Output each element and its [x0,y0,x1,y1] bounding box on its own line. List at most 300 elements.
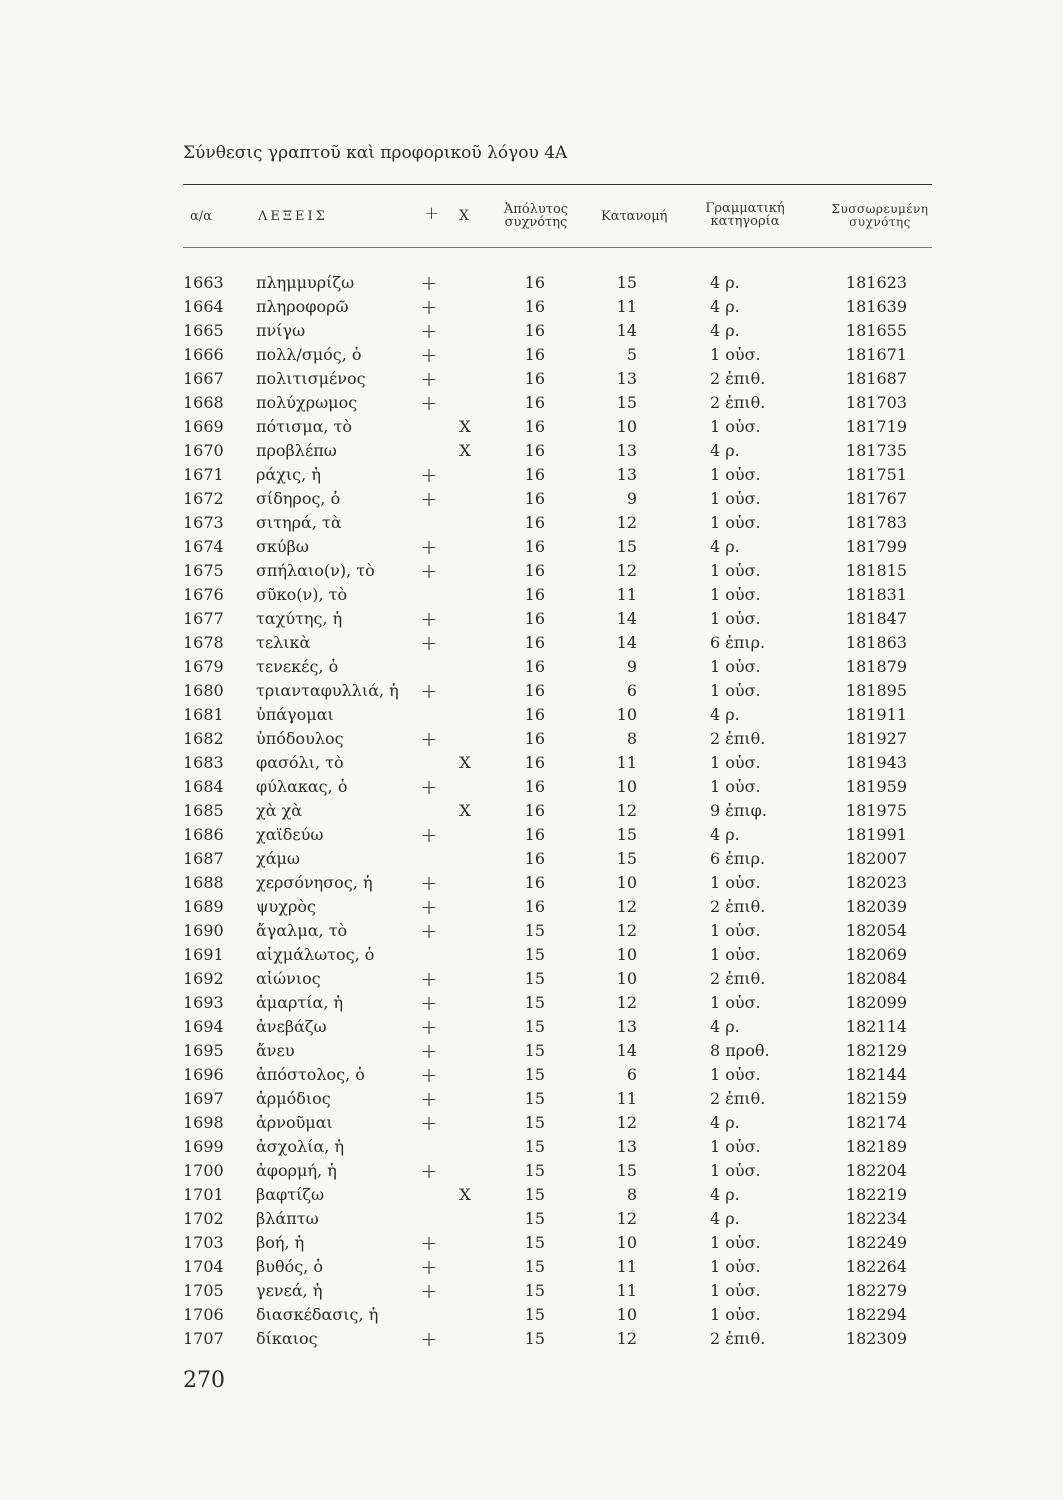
x-mark: Χ [459,753,471,772]
word: ἄγαλμα, τὸ [256,921,348,940]
absolute-frequency: 15 [524,969,545,988]
plus-mark: + [420,1063,438,1087]
entry-number: 1702 [183,1209,224,1228]
table-row [0,1183,1063,1207]
cumulative-frequency: 182174 [845,1113,907,1132]
entry-number: 1703 [183,1233,224,1252]
cumulative-frequency: 181655 [845,321,907,340]
entry-number: 1689 [183,897,224,916]
cumulative-frequency: 181831 [845,585,907,604]
distribution: 15 [616,849,637,868]
distribution: 15 [616,825,637,844]
absolute-frequency: 16 [524,321,545,340]
word: τενεκές, ὁ [256,657,339,676]
grammatical-category: 4 ρ. [710,705,740,724]
distribution: 12 [616,1329,637,1348]
table-row [0,319,1063,343]
absolute-frequency: 16 [524,345,545,364]
plus-mark: + [420,487,438,511]
entry-number: 1669 [183,417,224,436]
table-row [0,895,1063,919]
absolute-frequency: 16 [524,729,545,748]
word: σκύβω [256,537,309,556]
entry-number: 1695 [183,1041,224,1060]
absolute-frequency: 16 [524,873,545,892]
distribution: 13 [616,1137,637,1156]
entry-number: 1699 [183,1137,224,1156]
grammatical-category: 8 προθ. [710,1041,770,1060]
plus-mark: + [420,1015,438,1039]
entry-number: 1698 [183,1113,224,1132]
word: βλάπτω [256,1209,319,1228]
grammatical-category: 4 ρ. [710,1185,740,1204]
word: ψυχρὸς [256,897,316,916]
plus-mark: + [420,1231,438,1255]
distribution: 15 [616,1161,637,1180]
cumulative-frequency: 181815 [845,561,907,580]
table-row [0,295,1063,319]
cumulative-frequency: 182249 [845,1233,907,1252]
table-row [0,991,1063,1015]
cumulative-frequency: 181735 [845,441,907,460]
table-row [0,1159,1063,1183]
column-header-cumulative-frequency-line1: Συσσωρευμένη [831,202,929,216]
entry-number: 1697 [183,1089,224,1108]
word: σπήλαιο(ν), τὸ [256,561,375,580]
cumulative-frequency: 181927 [845,729,907,748]
distribution: 12 [616,1113,637,1132]
distribution: 6 [626,1065,637,1084]
plus-mark: + [420,1039,438,1063]
plus-mark: + [420,343,438,367]
grammatical-category: 4 ρ. [710,273,740,292]
absolute-frequency: 15 [524,1233,545,1252]
absolute-frequency: 16 [524,801,545,820]
table-row [0,1087,1063,1111]
absolute-frequency: 15 [524,1185,545,1204]
page-title: Σύνθεσις γραπτοῦ καὶ προφορικοῦ λόγου 4Α [183,143,568,163]
distribution: 8 [626,729,637,748]
entry-number: 1679 [183,657,224,676]
table-row [0,799,1063,823]
word: βαφτίζω [256,1185,325,1204]
entry-number: 1672 [183,489,224,508]
table-row [0,559,1063,583]
grammatical-category: 1 οὐσ. [710,753,761,772]
word: ράχις, ἡ [256,465,321,484]
entry-number: 1680 [183,681,224,700]
word: ἀσχολία, ἡ [256,1137,345,1156]
column-header-grammatical-category [697,202,793,228]
cumulative-frequency: 181751 [845,465,907,484]
grammatical-category: 4 ρ. [710,1209,740,1228]
absolute-frequency: 15 [524,1281,545,1300]
plus-mark: + [420,535,438,559]
word: τελικὰ [256,633,311,652]
plus-mark: + [420,679,438,703]
distribution: 13 [616,465,637,484]
column-header-plus: + [424,203,440,224]
entry-number: 1686 [183,825,224,844]
distribution: 12 [616,561,637,580]
word: σιτηρά, τὰ [256,513,342,532]
absolute-frequency: 15 [524,945,545,964]
entry-number: 1701 [183,1185,224,1204]
table-row [0,1327,1063,1351]
absolute-frequency: 16 [524,465,545,484]
plus-mark: + [420,727,438,751]
cumulative-frequency: 182189 [845,1137,907,1156]
cumulative-frequency: 182144 [845,1065,907,1084]
absolute-frequency: 16 [524,489,545,508]
plus-mark: + [420,919,438,943]
column-header-cumulative-frequency-line2: συχνότης [849,215,911,229]
table-row [0,439,1063,463]
grammatical-category: 2 ἐπιθ. [710,369,766,388]
absolute-frequency: 16 [524,705,545,724]
absolute-frequency: 15 [524,1089,545,1108]
cumulative-frequency: 181671 [845,345,907,364]
cumulative-frequency: 181799 [845,537,907,556]
grammatical-category: 9 ἐπιφ. [710,801,767,820]
word: δίκαιος [256,1329,318,1348]
word: χὰ χὰ [256,801,303,820]
distribution: 9 [626,489,637,508]
absolute-frequency: 16 [524,585,545,604]
header-top-rule [183,184,932,185]
word: πνίγω [256,321,306,340]
entry-number: 1664 [183,297,224,316]
table-row [0,775,1063,799]
word: χερσόνησος, ἡ [256,873,373,892]
word: βοή, ἡ [256,1233,305,1252]
table-row [0,1255,1063,1279]
table-row [0,751,1063,775]
word: προβλέπω [256,441,337,460]
distribution: 9 [626,657,637,676]
absolute-frequency: 15 [524,1065,545,1084]
table-row [0,511,1063,535]
word: φύλακας, ὁ [256,777,348,796]
absolute-frequency: 16 [524,417,545,436]
plus-mark: + [420,1159,438,1183]
cumulative-frequency: 182264 [845,1257,907,1276]
entry-number: 1693 [183,993,224,1012]
grammatical-category: 1 οὐσ. [710,945,761,964]
grammatical-category: 2 ἐπιθ. [710,969,766,988]
absolute-frequency: 16 [524,777,545,796]
cumulative-frequency: 182159 [845,1089,907,1108]
grammatical-category: 1 οὐσ. [710,465,761,484]
cumulative-frequency: 181719 [845,417,907,436]
table-row [0,607,1063,631]
entry-number: 1675 [183,561,224,580]
table-row [0,919,1063,943]
word: χάμω [256,849,300,868]
grammatical-category: 1 οὐσ. [710,609,761,628]
grammatical-category: 1 οὐσ. [710,417,761,436]
plus-mark: + [420,1327,438,1351]
plus-mark: + [420,1111,438,1135]
header-bottom-rule [183,247,932,248]
absolute-frequency: 16 [524,609,545,628]
entry-number: 1694 [183,1017,224,1036]
grammatical-category: 4 ρ. [710,297,740,316]
word: ταχύτης, ἡ [256,609,343,628]
distribution: 12 [616,1209,637,1228]
table-row [0,1207,1063,1231]
grammatical-category: 6 ἐπιρ. [710,633,766,652]
grammatical-category: 4 ρ. [710,537,740,556]
entry-number: 1691 [183,945,224,964]
distribution: 13 [616,1017,637,1036]
entry-number: 1684 [183,777,224,796]
absolute-frequency: 16 [524,537,545,556]
plus-mark: + [420,631,438,655]
cumulative-frequency: 181863 [845,633,907,652]
word: σῦκο(ν), τὸ [256,585,348,604]
table-row [0,535,1063,559]
table-row [0,847,1063,871]
distribution: 12 [616,897,637,916]
table-row [0,1135,1063,1159]
entry-number: 1667 [183,369,224,388]
cumulative-frequency: 181879 [845,657,907,676]
word: πότισμα, τὸ [256,417,353,436]
entry-number: 1706 [183,1305,224,1324]
grammatical-category: 2 ἐπιθ. [710,897,766,916]
absolute-frequency: 16 [524,825,545,844]
cumulative-frequency: 181703 [845,393,907,412]
distribution: 12 [616,993,637,1012]
grammatical-category: 4 ρ. [710,1017,740,1036]
word: ὑπόδουλος [256,729,344,748]
grammatical-category: 1 οὐσ. [710,1233,761,1252]
entry-number: 1700 [183,1161,224,1180]
plus-mark: + [420,607,438,631]
table-row [0,655,1063,679]
distribution: 10 [616,1233,637,1252]
entry-number: 1705 [183,1281,224,1300]
grammatical-category: 1 οὐσ. [710,1281,761,1300]
distribution: 15 [616,537,637,556]
cumulative-frequency: 182204 [845,1161,907,1180]
absolute-frequency: 16 [524,633,545,652]
cumulative-frequency: 182309 [845,1329,907,1348]
word: ἀνεβάζω [256,1017,327,1036]
plus-mark: + [420,391,438,415]
cumulative-frequency: 181895 [845,681,907,700]
table-row [0,463,1063,487]
entry-number: 1690 [183,921,224,940]
word: ἀρνοῦμαι [256,1113,333,1132]
grammatical-category: 2 ἐπιθ. [710,393,766,412]
entry-number: 1681 [183,705,224,724]
word: ὑπάγομαι [256,705,334,724]
plus-mark: + [420,367,438,391]
table-row [0,727,1063,751]
absolute-frequency: 16 [524,561,545,580]
cumulative-frequency: 181767 [845,489,907,508]
distribution: 12 [616,513,637,532]
absolute-frequency: 16 [524,849,545,868]
table-row [0,583,1063,607]
grammatical-category: 1 οὐσ. [710,993,761,1012]
entry-number: 1666 [183,345,224,364]
word: γενεά, ἡ [256,1281,323,1300]
table-row [0,703,1063,727]
grammatical-category: 4 ρ. [710,321,740,340]
x-mark: Χ [459,801,471,820]
entry-number: 1685 [183,801,224,820]
absolute-frequency: 15 [524,1305,545,1324]
table-row [0,1231,1063,1255]
table-row [0,1039,1063,1063]
grammatical-category: 1 οὐσ. [710,1137,761,1156]
grammatical-category: 2 ἐπιθ. [710,1329,766,1348]
cumulative-frequency: 182114 [845,1017,907,1036]
cumulative-frequency: 182023 [845,873,907,892]
cumulative-frequency: 182069 [845,945,907,964]
cumulative-frequency: 182279 [845,1281,907,1300]
absolute-frequency: 15 [524,1017,545,1036]
column-header-absolute-frequency-line2: συχνότης [504,215,568,230]
grammatical-category: 1 οὐσ. [710,513,761,532]
grammatical-category: 6 ἐπιρ. [710,849,766,868]
distribution: 14 [616,1041,637,1060]
table-row [0,967,1063,991]
distribution: 11 [616,1281,637,1300]
grammatical-category: 1 οὐσ. [710,489,761,508]
entry-number: 1683 [183,753,224,772]
word: φασόλι, τὸ [256,753,344,772]
word: πληροφορῶ [256,297,349,316]
column-header-words: ΛΕΞΕΙΣ [258,209,328,224]
entry-number: 1696 [183,1065,224,1084]
table-row [0,391,1063,415]
cumulative-frequency: 182007 [845,849,907,868]
plus-mark: + [420,967,438,991]
table-row [0,367,1063,391]
distribution: 10 [616,1305,637,1324]
x-mark: Χ [459,417,471,436]
cumulative-frequency: 182294 [845,1305,907,1324]
entry-number: 1678 [183,633,224,652]
cumulative-frequency: 181911 [845,705,907,724]
cumulative-frequency: 181783 [845,513,907,532]
grammatical-category: 2 ἐπιθ. [710,729,766,748]
entry-number: 1677 [183,609,224,628]
grammatical-category: 1 οὐσ. [710,681,761,700]
absolute-frequency: 16 [524,657,545,676]
entry-number: 1682 [183,729,224,748]
absolute-frequency: 16 [524,513,545,532]
cumulative-frequency: 182099 [845,993,907,1012]
plus-mark: + [420,271,438,295]
cumulative-frequency: 181991 [845,825,907,844]
entry-number: 1692 [183,969,224,988]
x-mark: Χ [459,1185,471,1204]
distribution: 8 [626,1185,637,1204]
plus-mark: + [420,463,438,487]
entry-number: 1704 [183,1257,224,1276]
plus-mark: + [420,895,438,919]
grammatical-category: 1 οὐσ. [710,345,761,364]
absolute-frequency: 16 [524,273,545,292]
distribution: 11 [616,297,637,316]
table-row [0,1063,1063,1087]
distribution: 11 [616,585,637,604]
word: ἀπόστολος, ὁ [256,1065,365,1084]
absolute-frequency: 16 [524,441,545,460]
plus-mark: + [420,559,438,583]
grammatical-category: 1 οὐσ. [710,921,761,940]
grammatical-category: 2 ἐπιθ. [710,1089,766,1108]
distribution: 11 [616,1089,637,1108]
absolute-frequency: 15 [524,921,545,940]
column-header-absolute-frequency-line1: Ἀπόλυτος [503,202,569,217]
absolute-frequency: 15 [524,1041,545,1060]
column-header-grammatical-category-line1: Γραμματική [705,201,785,216]
grammatical-category: 1 οὐσ. [710,873,761,892]
grammatical-category: 4 ρ. [710,441,740,460]
entry-number: 1676 [183,585,224,604]
distribution: 5 [626,345,637,364]
cumulative-frequency: 182084 [845,969,907,988]
entry-number: 1688 [183,873,224,892]
table-row [0,487,1063,511]
cumulative-frequency: 181959 [845,777,907,796]
word-frequency-table [0,271,1063,1351]
cumulative-frequency: 181687 [845,369,907,388]
table-row [0,631,1063,655]
plus-mark: + [420,1087,438,1111]
grammatical-category: 1 οὐσ. [710,585,761,604]
absolute-frequency: 16 [524,297,545,316]
word: διασκέδασις, ἡ [256,1305,379,1324]
distribution: 14 [616,633,637,652]
column-header-distribution: Κατανομή [601,209,668,224]
plus-mark: + [420,295,438,319]
absolute-frequency: 15 [524,1257,545,1276]
grammatical-category: 1 οὐσ. [710,657,761,676]
cumulative-frequency: 181847 [845,609,907,628]
absolute-frequency: 16 [524,369,545,388]
table-row [0,823,1063,847]
cumulative-frequency: 182039 [845,897,907,916]
absolute-frequency: 15 [524,1329,545,1348]
word: αἰχμάλωτος, ὁ [256,945,375,964]
cumulative-frequency: 181943 [845,753,907,772]
word: ἄνευ [256,1041,295,1060]
word: πολιτισμένος [256,369,366,388]
absolute-frequency: 16 [524,753,545,772]
plus-mark: + [420,1279,438,1303]
distribution: 14 [616,321,637,340]
column-header-x: Χ [459,208,469,224]
absolute-frequency: 16 [524,681,545,700]
entry-number: 1671 [183,465,224,484]
plus-mark: + [420,1255,438,1279]
cumulative-frequency: 182054 [845,921,907,940]
cumulative-frequency: 182129 [845,1041,907,1060]
plus-mark: + [420,871,438,895]
grammatical-category: 1 οὐσ. [710,1305,761,1324]
distribution: 10 [616,777,637,796]
column-header-grammatical-category-line2: κατηγορία [710,214,780,229]
column-header-absolute-frequency [495,203,577,229]
cumulative-frequency: 182234 [845,1209,907,1228]
